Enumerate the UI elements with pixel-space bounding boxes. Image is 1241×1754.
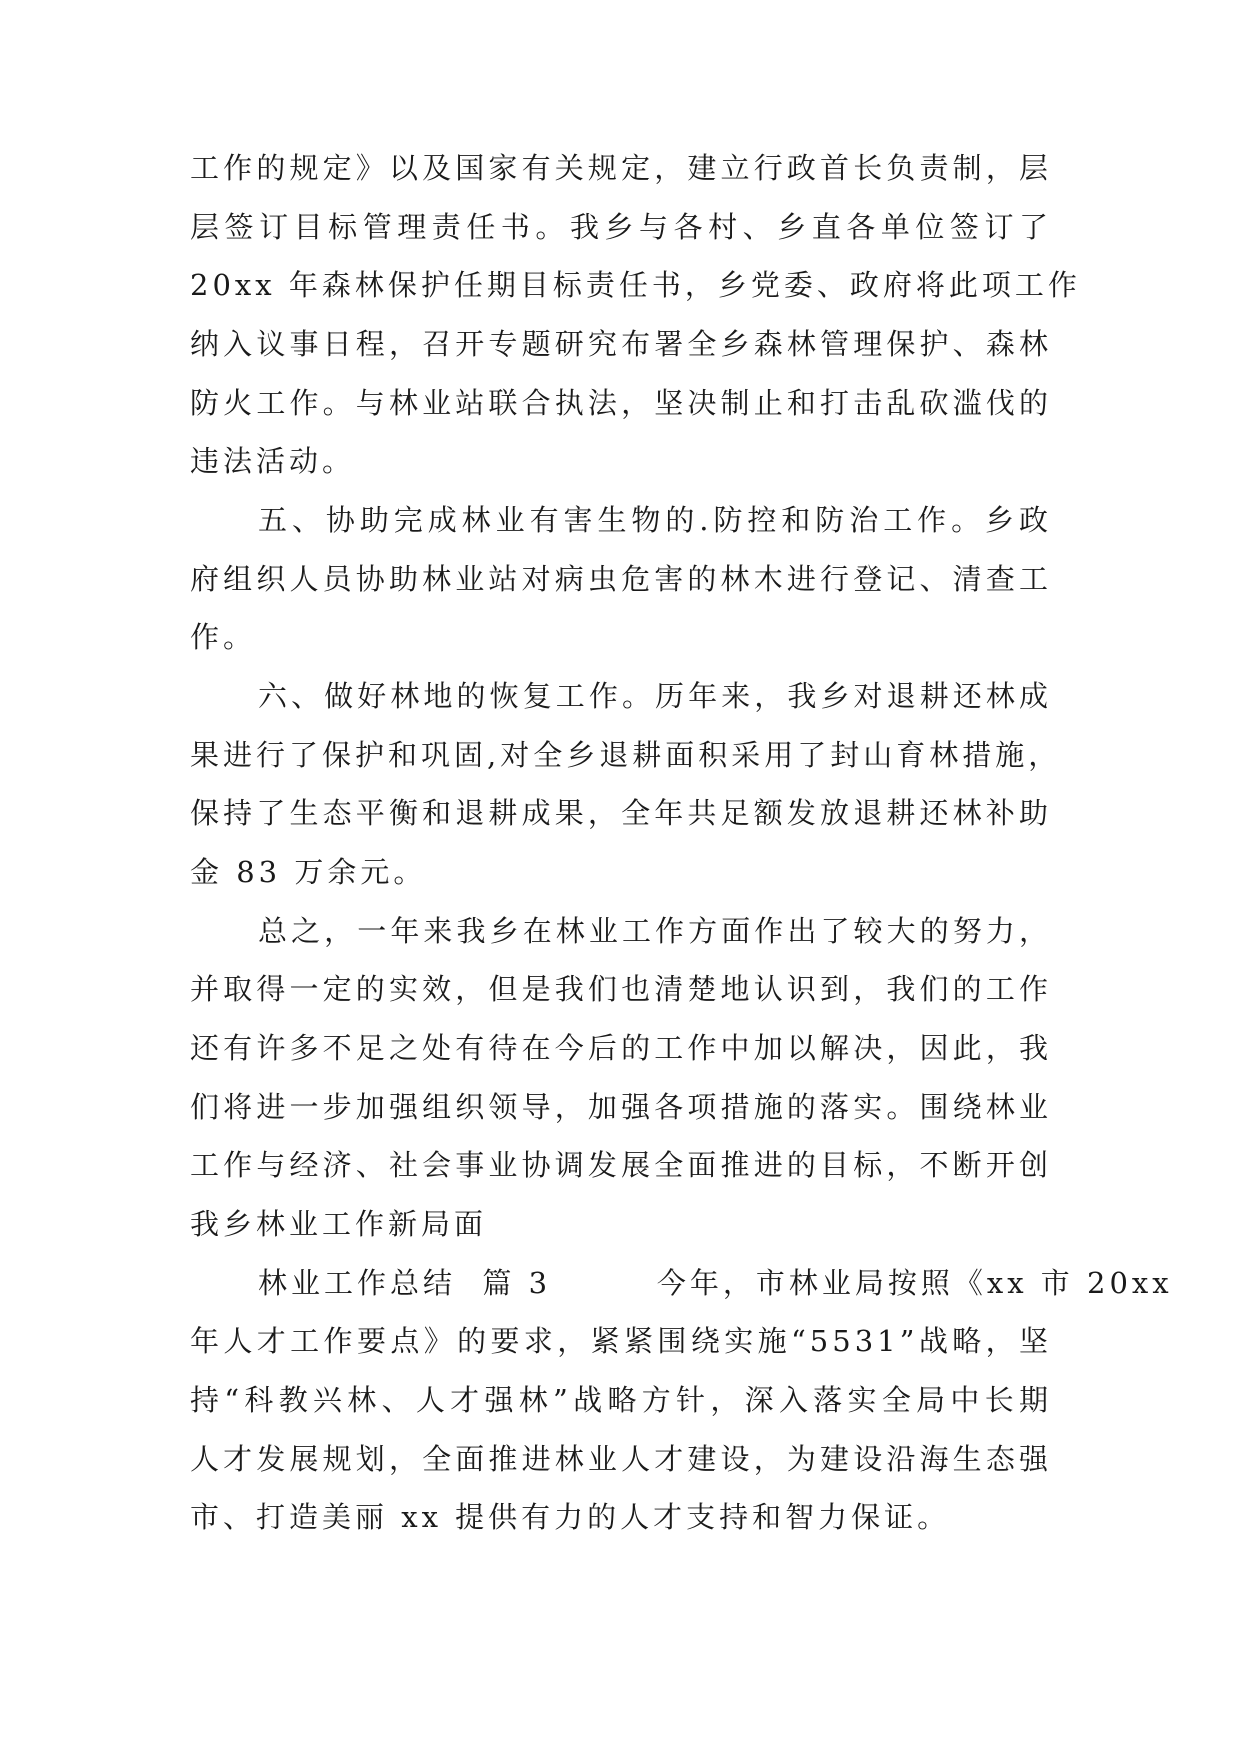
text-line: 持“科教兴林、人才强林”战略方针，深入落实全局中长期 bbox=[190, 1383, 1052, 1417]
text-line: 我乡林业工作新局面 bbox=[190, 1207, 488, 1241]
text-line: 人才发展规划，全面推进林业人才建设，为建设沿海生态强 bbox=[190, 1442, 1052, 1476]
paragraph-start-line: 六、做好林地的恢复工作。历年来，我乡对退耕还林成 bbox=[258, 679, 1052, 713]
text-line: 违法活动。 bbox=[190, 444, 356, 478]
text-line: 纳入议事日程，召开专题研究布署全乡森林管理保护、森林 bbox=[190, 327, 1052, 361]
text-line: 金 83 万余元。 bbox=[190, 855, 427, 889]
paragraph-start-line: 总之，一年来我乡在林业工作方面作出了较大的努力， bbox=[258, 914, 1052, 948]
text-line: 果进行了保护和巩固,对全乡退耕面积采用了封山育林措施， bbox=[190, 738, 1062, 772]
text-line: 市、打造美丽 xx 提供有力的人才支持和智力保证。 bbox=[190, 1500, 951, 1534]
text-line: 层签订目标管理责任书。我乡与各村、乡直各单位签订了 bbox=[190, 210, 1052, 244]
text-line: 工作与经济、社会事业协调发展全面推进的目标，不断开创 bbox=[190, 1148, 1052, 1182]
text-line: 年人才工作要点》的要求，紧紧围绕实施“5531”战略，坚 bbox=[190, 1324, 1052, 1358]
text-line: 们将进一步加强组织领导，加强各项措施的落实。围绕林业 bbox=[190, 1090, 1052, 1124]
text-line: 府组织人员协助林业站对病虫危害的林木进行登记、清查工 bbox=[190, 562, 1052, 596]
text-line: 20xx 年森林保护任期目标责任书，乡党委、政府将此项工作 bbox=[190, 268, 1081, 302]
text-line: 保持了生态平衡和退耕成果，全年共足额发放退耕还林补助 bbox=[190, 796, 1052, 830]
text-line: 工作的规定》以及国家有关规定，建立行政首长负责制，层 bbox=[190, 151, 1052, 185]
section-heading-line: 林业工作总结 篇 3 今年，市林业局按照《xx 市 20xx bbox=[258, 1266, 1173, 1300]
text-line: 作。 bbox=[190, 620, 257, 654]
text-line: 还有许多不足之处有待在今后的工作中加以解决，因此，我 bbox=[190, 1031, 1052, 1065]
text-line: 防火工作。与林业站联合执法，坚决制止和打击乱砍滥伐的 bbox=[190, 386, 1052, 420]
text-line: 并取得一定的实效，但是我们也清楚地认识到，我们的工作 bbox=[190, 972, 1052, 1006]
paragraph-start-line: 五、协助完成林业有害生物的.防控和防治工作。乡政 bbox=[258, 503, 1052, 537]
